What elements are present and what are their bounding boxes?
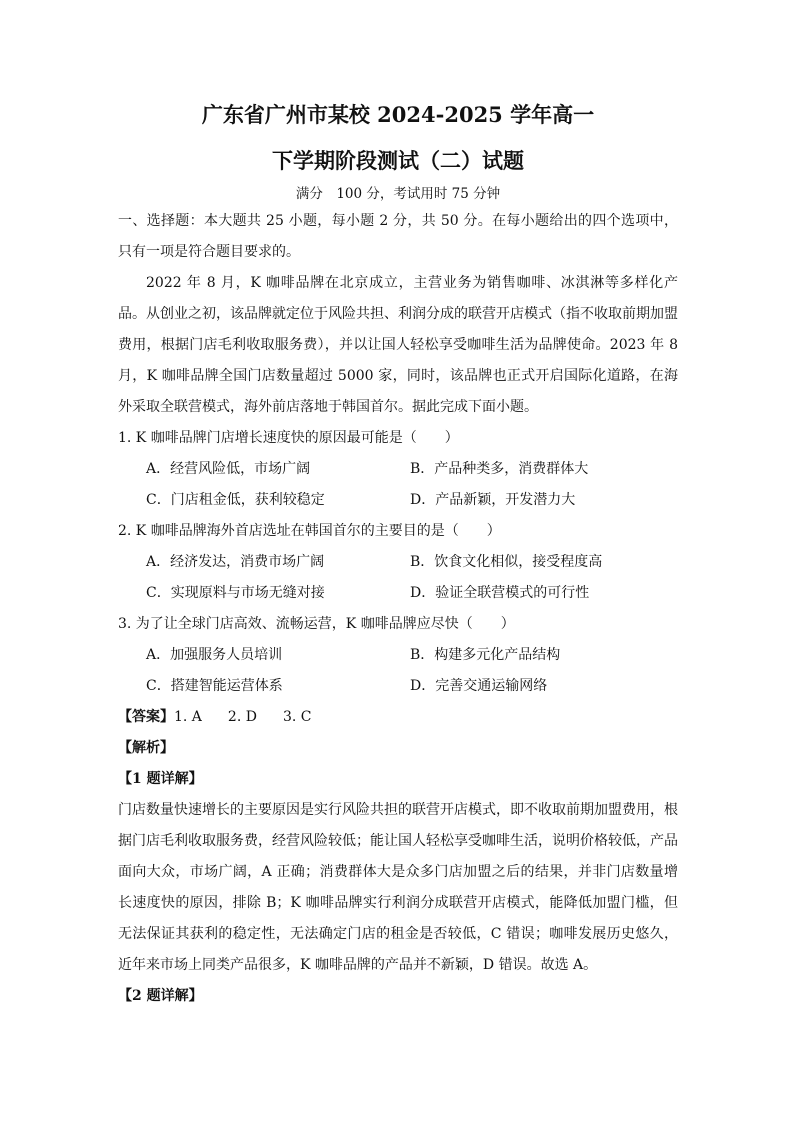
exam-title-line2: 下学期阶段测试（二）试题 — [272, 148, 524, 173]
reading-passage: 2022 年 8 月，K 咖啡品牌在北京成立，主营业务为销售咖啡、冰淇淋等多样化产品。从创业之初，该品牌就定位于风险共担、利润分成的联营开店模式（指不收取前期加盟费用，根据门店毛利收取服务费），并以让国人轻松享受咖啡生活为品牌使命。2023 年 8 月，K 咖啡品牌全国门店数量超过 5000 家，同时，该品牌也正式开启国际化道路，在海外采取全联营模式，海外前店落地于韩国首尔。据此完成下面小题。 — [118, 275, 678, 415]
question-options — [118, 454, 678, 516]
option-c: C．实现原料与市场无缝对接 — [146, 585, 325, 601]
option-b: B．产品种类多，消费群体大 — [410, 461, 589, 477]
option-a: A．经济发达，消费市场广阔 — [146, 554, 325, 570]
question-2 — [118, 516, 678, 609]
question-options — [118, 547, 678, 609]
option-c: C．搭建智能运营体系 — [146, 678, 283, 694]
option-b: B．饮食文化相似，接受程度高 — [410, 554, 603, 570]
option-c: C．门店租金低，获利较稳定 — [146, 492, 325, 508]
exam-page — [118, 100, 678, 1012]
answer-item-2: 2. D — [227, 709, 257, 725]
answer-item-1: 1. A — [174, 709, 202, 725]
option-d: D．完善交通运输网络 — [410, 678, 548, 694]
question-stem: 1. K 咖啡品牌门店增长速度快的原因最可能是（ ） — [118, 430, 459, 446]
question-stem: 3. 为了让全球门店高效、流畅运营，K 咖啡品牌应尽快（ ） — [118, 616, 515, 632]
question-stem: 2. K 咖啡品牌海外首店选址在韩国首尔的主要目的是（ ） — [118, 523, 501, 539]
exam-title-line1: 广东省广州市某校 2024-2025 学年高一 — [201, 102, 595, 127]
option-d: D．验证全联营模式的可行性 — [410, 585, 590, 601]
analysis-heading: 【解析】 — [118, 740, 174, 756]
option-a: A．经营风险低，市场广阔 — [146, 461, 311, 477]
answer-label: 【答案】 — [118, 709, 174, 725]
option-d: D．产品新颖，开发潜力大 — [410, 492, 576, 508]
detail-1-text: 门店数量快速增长的主要原因是实行风险共担的联营开店模式，即不收取前期加盟费用，根据门店毛利收取服务费，经营风险较低；能让国人轻松享受咖啡生活，说明价格较低，产品面向大众，市场广阔，A 正确；消费群体大是众多门店加盟之后的结果，并非门店数量增长速度快的原因，排除 B；K 咖啡品牌实行利润分成联营开店模式，能降低加盟门槛，但无法保证其获利的稳定性，无法确定门店的租金是否较低，C 错误；咖啡发展历史悠久，近年来市场上同类产品很多，K 咖啡品牌的产品并不新颖，D 错误。故选 A。 — [118, 802, 678, 973]
answer-item-3: 3. C — [282, 709, 312, 725]
section-intro: 一、选择题：本大题共 25 小题，每小题 2 分，共 50 分。在每小题给出的四个选项中，只有一项是符合题目要求的。 — [118, 213, 678, 260]
detail-2-heading: 【2 题详解】 — [118, 988, 203, 1004]
option-a: A．加强服务人员培训 — [146, 647, 283, 663]
exam-subtitle: 满分 100 分，考试用时 75 分钟 — [295, 186, 501, 202]
question-3 — [118, 609, 678, 702]
answer-row — [118, 702, 678, 733]
question-options — [118, 640, 678, 702]
question-1 — [118, 423, 678, 516]
detail-1-heading: 【1 题详解】 — [118, 771, 203, 787]
option-b: B．构建多元化产品结构 — [410, 647, 561, 663]
